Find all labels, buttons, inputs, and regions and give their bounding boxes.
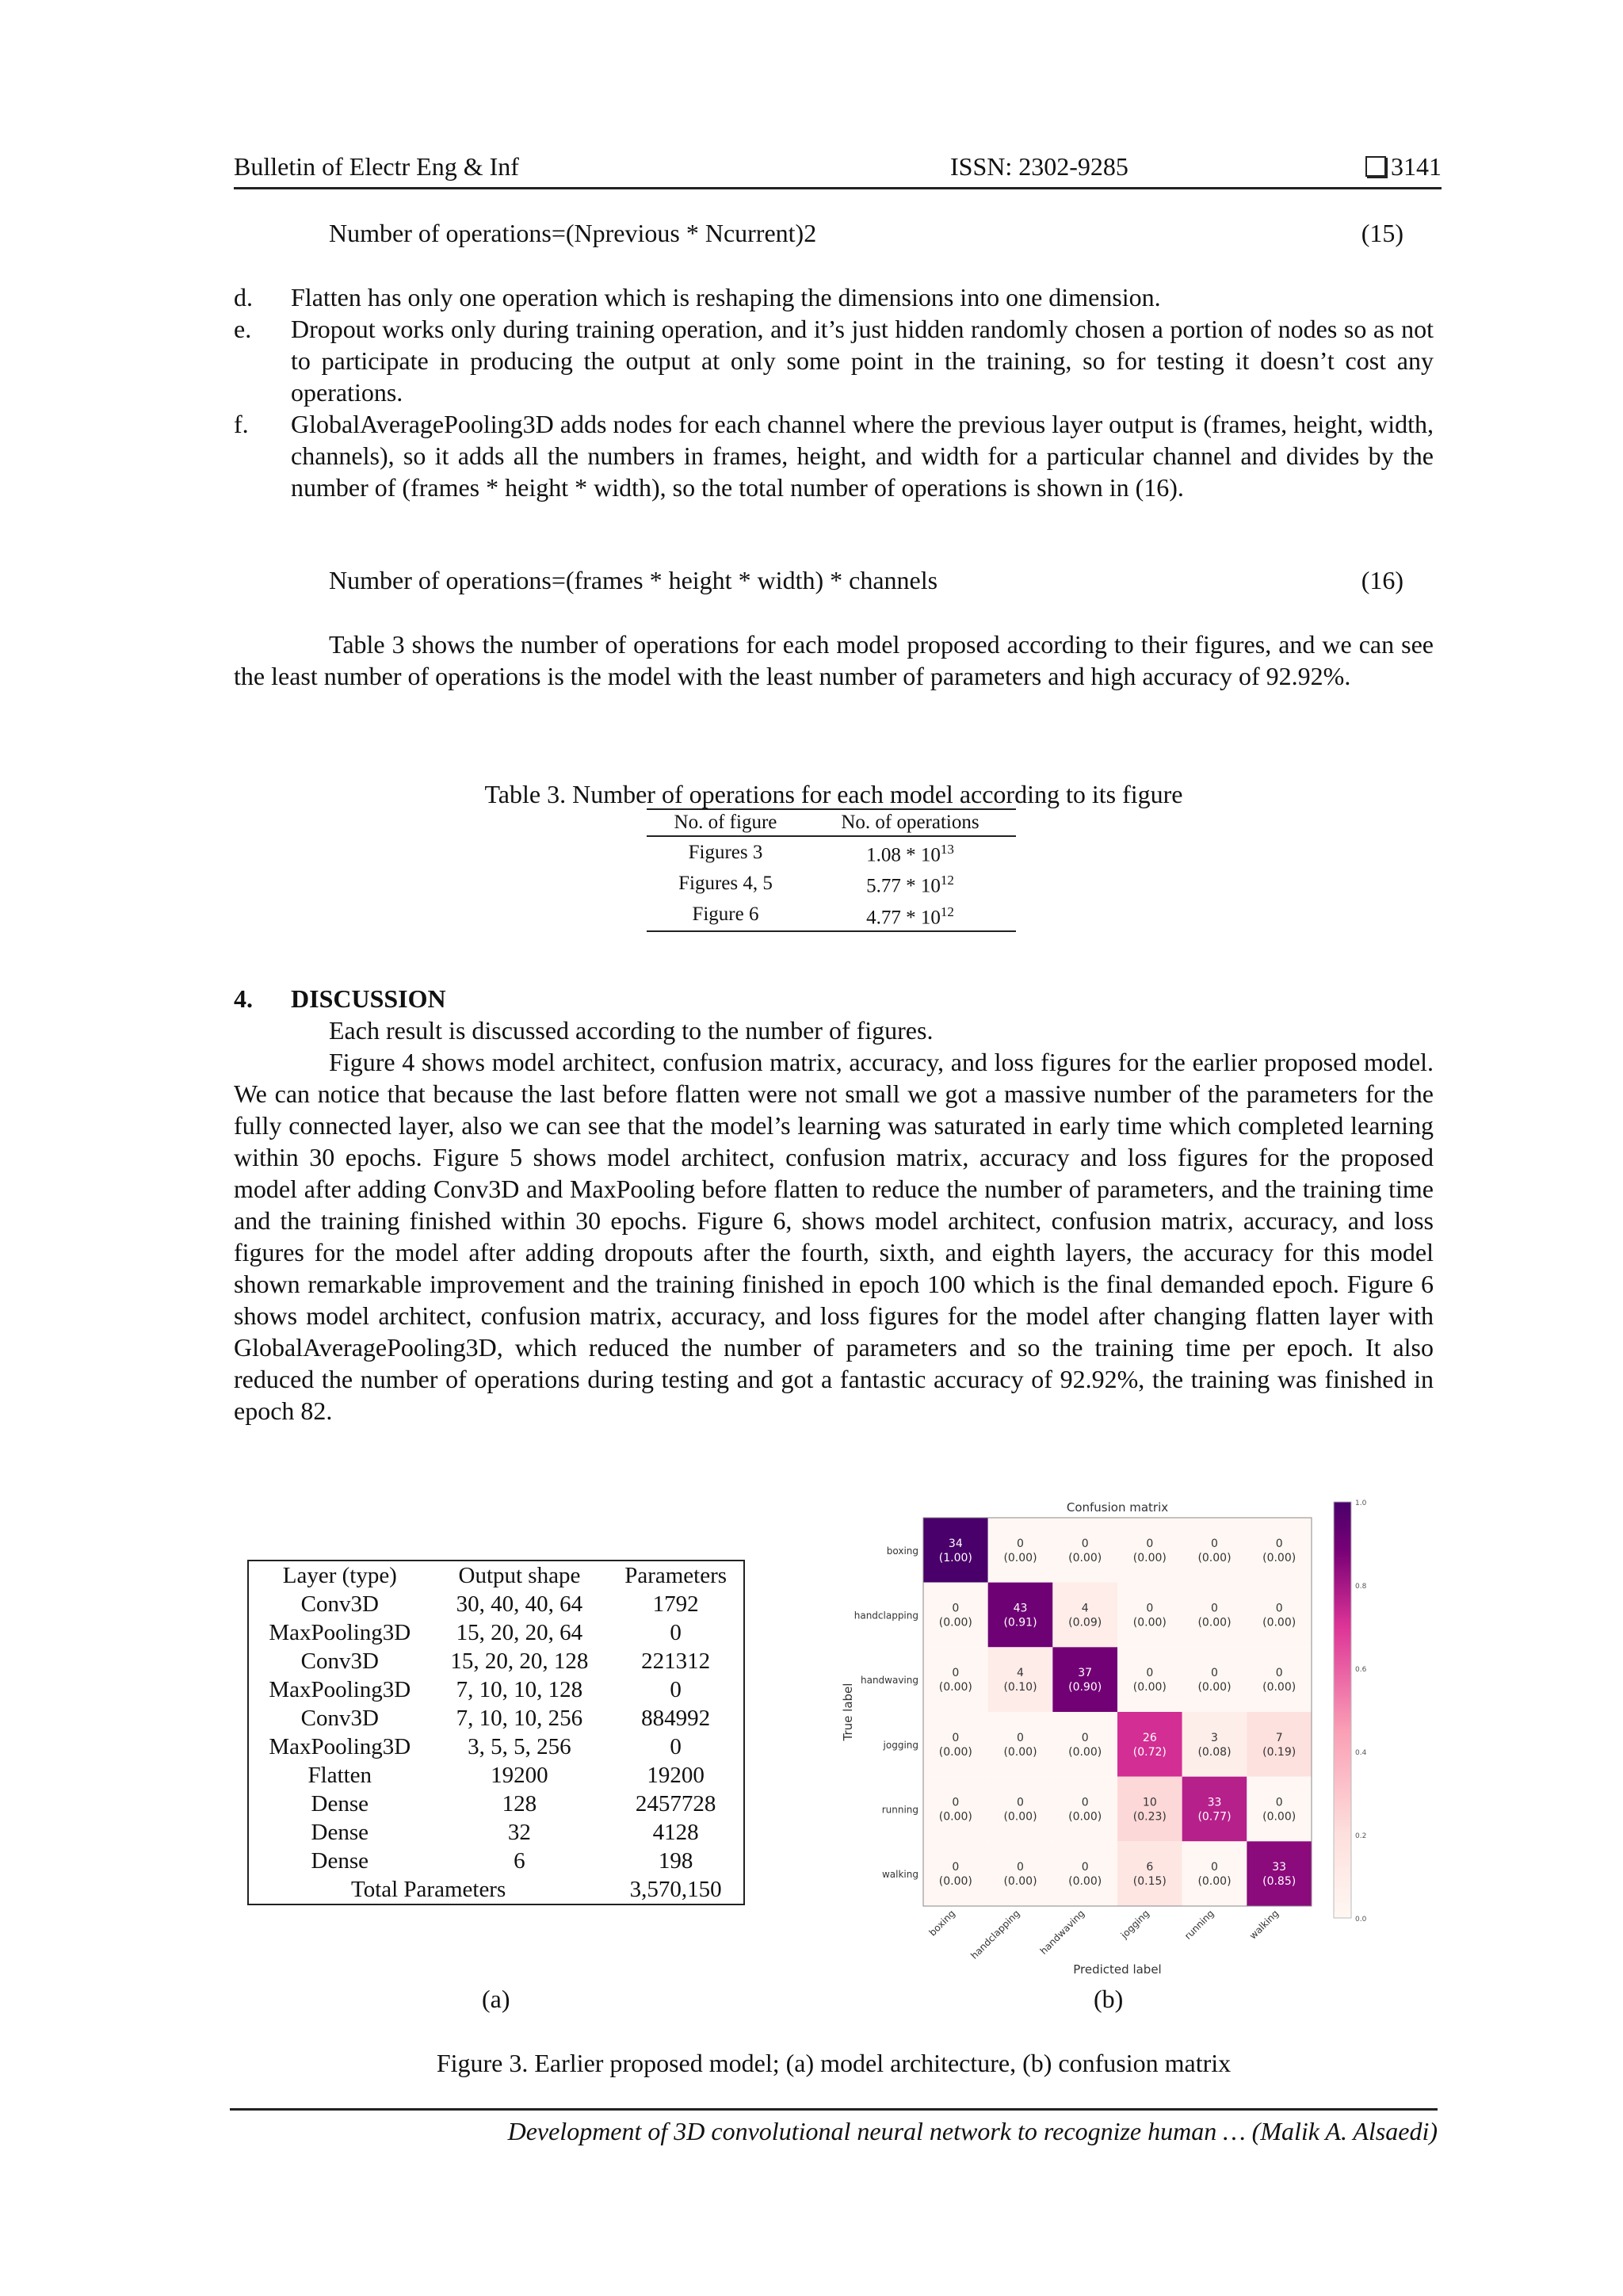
list-text: Dropout works only during training operation, and it’s just hidden randomly chosen a portion of nodes so as not to participate in producing the output at only some point in the training, so for testing it doesn’t cost any operations. [291,315,1434,407]
table-row [248,1761,744,1790]
cell-count-label: 0 [1211,1667,1218,1680]
subfigure-label-a: (a) [482,1985,510,2013]
architecture-cell: 3, 5, 5, 256 [468,1734,571,1759]
cell-fraction-label: (0.00) [1068,1875,1102,1889]
cell-fraction-label: (0.00) [1262,1810,1296,1824]
cell-count-label: 0 [1275,1667,1283,1680]
cell-count-label: 10 [1142,1796,1157,1809]
architecture-total-row [248,1875,744,1904]
discussion-paragraph-1: Each result is discussed according to the number of figures. [329,1016,934,1045]
journal-name: Bulletin of Electr Eng & Inf [234,152,519,181]
y-tick-labels [854,1545,918,1880]
cell-count-label: 0 [1081,1796,1089,1809]
y-tick-label: running [881,1804,918,1816]
heatmap-cell [923,1777,988,1842]
equation-15-number: (15) [1361,219,1403,247]
architecture-cell: 2457728 [635,1791,716,1817]
square-icon [1365,156,1386,177]
cell-count-label: 0 [1081,1861,1089,1874]
cell-count-label: 0 [1146,1667,1154,1680]
y-axis-label: True label [841,1683,855,1741]
architecture-header: Output shape [458,1563,581,1588]
section-heading [234,983,446,1014]
cell-fraction-label: (0.00) [1197,1551,1232,1564]
list-item-e [234,313,1434,408]
cell-count-label: 0 [1017,1796,1024,1809]
cell-count-label: 0 [1275,1602,1283,1615]
page-number: 3141 [1391,152,1442,181]
x-tick-label: handwaving [1037,1908,1087,1957]
cell-count-label: 37 [1078,1667,1093,1680]
cell-count-label: 0 [952,1667,960,1680]
architecture-cell: 0 [670,1620,682,1645]
table3-header-row [647,809,1016,836]
heatmap-cell [1052,1777,1117,1842]
table-row [248,1647,744,1675]
architecture-table [247,1560,745,1905]
heatmap-cell [988,1583,1053,1648]
table-row [248,1590,744,1618]
x-tick-label: handclapping [968,1908,1022,1962]
list-item-f [234,408,1434,535]
table3-header: No. of figure [674,812,777,833]
architecture-cell: MaxPooling3D [269,1734,411,1759]
confusion-matrix-chart [824,1490,1395,1981]
table3-cell [804,836,1016,868]
heatmap-cell [1052,1583,1117,1648]
y-tick-label: walking [881,1869,918,1881]
chart-title: Confusion matrix [1066,1500,1169,1515]
list-label: d. [234,283,253,311]
cell-fraction-label: (0.19) [1262,1745,1296,1759]
section-title: DISCUSSION [291,984,446,1013]
table-row [647,868,1016,899]
cell-count-label: 0 [1017,1861,1024,1874]
cell-fraction-label: (0.00) [1197,1616,1232,1629]
cell-count-label: 7 [1275,1731,1283,1744]
cell-count-label: 0 [1146,1602,1154,1615]
architecture-cell: Conv3D [300,1591,379,1617]
architecture-cell: 0 [670,1734,682,1759]
heatmap-cell [923,1583,988,1648]
heatmap-cell [1182,1583,1247,1648]
cell-fraction-label: (0.00) [1003,1551,1037,1564]
table-row [248,1790,744,1818]
architecture-cell: Conv3D [300,1706,379,1731]
cell-count-label: 4 [1017,1667,1024,1680]
cell-count-label: 0 [1081,1537,1089,1550]
heatmap-cell [988,1777,1053,1842]
heatmap-cell [1117,1777,1182,1842]
cell-fraction-label: (0.00) [938,1745,972,1759]
cell-count-label: 0 [1146,1537,1154,1550]
y-tick-label: jogging [883,1739,918,1751]
cell-count-label: 33 [1207,1796,1222,1809]
architecture-cell: 6 [514,1848,525,1874]
x-tick-label: walking [1247,1908,1281,1942]
cell-count-label: 33 [1272,1861,1287,1874]
total-label: Total Parameters [351,1877,506,1902]
architecture-header: Parameters [624,1563,727,1588]
cell-fraction-label: (0.00) [1197,1681,1232,1694]
list-text: Flatten has only one operation which is reshaping the dimensions into one dimension. [291,283,1161,311]
total-value: 3,570,150 [629,1877,722,1902]
architecture-header: Layer (type) [282,1563,397,1588]
list-item-d [234,281,1434,313]
cell-fraction-label: (0.15) [1132,1875,1167,1889]
cell-count-label: 0 [952,1861,960,1874]
cell-count-label: 0 [952,1731,960,1744]
cell-fraction-label: (0.00) [938,1616,972,1629]
cell-count-label: 0 [1017,1537,1024,1550]
architecture-cell: 7, 10, 10, 256 [456,1706,583,1731]
cell-fraction-label: (0.23) [1132,1810,1167,1824]
cell-count-label: 0 [1211,1537,1218,1550]
cell-fraction-label: (0.72) [1132,1745,1167,1759]
architecture-cell: 15, 20, 20, 128 [450,1648,589,1674]
heatmap-cells [923,1518,1312,1906]
equation-16-number: (16) [1361,566,1403,594]
architecture-cell: 19200 [491,1763,548,1788]
cell-fraction-label: (0.08) [1197,1745,1232,1759]
cell-fraction-label: (0.00) [1262,1551,1296,1564]
colorbar-tick-label: 0.0 [1355,1916,1367,1924]
cell-count-label: 0 [1081,1731,1089,1744]
cell-fraction-label: (0.09) [1068,1616,1102,1629]
architecture-header-row [248,1561,744,1590]
architecture-cell: 19200 [647,1763,705,1788]
cell-count-label: 26 [1142,1731,1157,1744]
table-row [248,1618,744,1647]
cell-count-label: 3 [1211,1731,1218,1744]
ops-base: 1.08 * 10 [866,844,941,866]
x-tick-label: jogging [1118,1908,1151,1941]
colorbar-tick-label: 0.8 [1355,1583,1367,1591]
architecture-body [248,1590,744,1875]
running-header [234,152,1442,189]
cell-count-label: 0 [952,1602,960,1615]
ops-base: 4.77 * 10 [866,906,941,928]
cell-fraction-label: (0.00) [938,1681,972,1694]
cell-fraction-label: (0.91) [1003,1616,1037,1629]
architecture-cell: 7, 10, 10, 128 [456,1677,583,1702]
table3 [647,808,1016,932]
list-label: e. [234,315,252,343]
cell-fraction-label: (0.00) [938,1810,972,1824]
table3-paragraph: Table 3 shows the number of operations for each model proposed according to their figures, and we can see the least number of operations is the model with the least number of parameters and high accuracy of 92.92%. [234,630,1434,690]
cell-count-label: 0 [1211,1602,1218,1615]
list-label: f. [234,410,249,438]
architecture-cell: Flatten [307,1763,372,1788]
cell-fraction-label: (0.00) [1262,1681,1296,1694]
architecture-cell: 30, 40, 40, 64 [456,1591,583,1617]
architecture-cell: Dense [311,1820,369,1845]
architecture-cell: Dense [311,1791,369,1817]
cell-count-label: 0 [1275,1796,1283,1809]
cell-fraction-label: (0.00) [1068,1810,1102,1824]
cell-fraction-label: (0.00) [1262,1616,1296,1629]
cell-fraction-label: (0.00) [1003,1745,1037,1759]
table-row [647,836,1016,868]
cell-count-label: 6 [1146,1861,1154,1874]
x-tick-labels [927,1908,1281,1961]
colorbar [1334,1502,1351,1918]
architecture-cell: MaxPooling3D [269,1677,411,1702]
architecture-cell: Conv3D [300,1648,379,1674]
architecture-cell: 1792 [652,1591,699,1617]
y-tick-label: handclapping [854,1610,918,1622]
page-number-box [1365,152,1442,181]
cell-fraction-label: (0.00) [1132,1551,1167,1564]
cell-count-label: 0 [1275,1537,1283,1550]
heatmap-cell [1182,1777,1247,1842]
x-tick-label: running [1182,1908,1216,1942]
cell-fraction-label: (0.00) [938,1875,972,1889]
heatmap-cell [1247,1583,1312,1648]
table3-cell: Figures 4, 5 [678,872,773,894]
list-text: GlobalAveragePooling3D adds nodes for each channel where the previous layer output is (frames, height, width, channels), so it adds all the numbers in frames, height, and width for a particular channel and divides by the number of (frames * height * width), so the total number of operations is shown in (16). [291,410,1434,502]
table3-header: No. of operations [841,812,980,833]
architecture-cell: 32 [507,1820,531,1845]
table3-cell: Figures 3 [688,841,763,863]
cell-fraction-label: (0.00) [1068,1551,1102,1564]
table-row [248,1847,744,1875]
table-row [248,1704,744,1733]
table3-cell: Figure 6 [692,904,759,926]
cell-count-label: 0 [1017,1731,1024,1744]
heatmap-cell [1117,1583,1182,1648]
cell-fraction-label: (0.85) [1262,1875,1296,1889]
colorbar-tick-label: 0.2 [1355,1832,1367,1840]
equation-15 [329,217,1403,249]
table3-cell [804,900,1016,931]
cell-count-label: 43 [1013,1602,1028,1615]
y-tick-label: handwaving [860,1675,918,1687]
colorbar-ticks [1355,1499,1367,1924]
cell-fraction-label: (0.00) [1068,1745,1102,1759]
table-row [248,1675,744,1704]
ops-exponent: 12 [940,873,954,888]
cell-fraction-label: (0.00) [1132,1616,1167,1629]
cell-count-label: 0 [952,1796,960,1809]
equation-15-text: Number of operations=(Nprevious * Ncurrent)2 [329,219,817,247]
colorbar-tick-label: 0.4 [1355,1749,1367,1757]
ops-exponent: 13 [940,842,954,857]
cell-fraction-label: (0.90) [1068,1681,1102,1694]
architecture-cell: 4128 [652,1820,699,1845]
equation-16 [329,564,1403,596]
y-tick-label: boxing [886,1545,918,1557]
colorbar-tick-label: 1.0 [1355,1499,1367,1507]
table-row [248,1818,744,1847]
ops-base: 5.77 * 10 [866,875,941,897]
subfigure-label-b: (b) [1094,1985,1124,2013]
table-row [248,1733,744,1761]
ops-exponent: 12 [940,904,954,919]
architecture-cell: 884992 [641,1706,711,1731]
cell-count-label: 0 [1211,1861,1218,1874]
cell-fraction-label: (0.00) [1132,1681,1167,1694]
cell-fraction-label: (0.77) [1197,1810,1232,1824]
cell-fraction-label: (1.00) [938,1551,972,1564]
architecture-cell: Dense [311,1848,369,1874]
issn: ISSN: 2302-9285 [950,152,1128,181]
cell-fraction-label: (0.00) [1197,1875,1232,1889]
figure-caption: Figure 3. Earlier proposed model; (a) model architecture, (b) confusion matrix [436,2049,1232,2077]
colorbar-tick-label: 0.6 [1355,1666,1367,1674]
cell-fraction-label: (0.10) [1003,1681,1037,1694]
table3-cell [804,868,1016,899]
heatmap-cell [1247,1777,1312,1842]
equation-16-text: Number of operations=(frames * height * width) * channels [329,566,938,594]
cell-fraction-label: (0.00) [1003,1875,1037,1889]
architecture-cell: 128 [502,1791,537,1817]
x-axis-label: Predicted label [1073,1962,1162,1977]
architecture-cell: 221312 [641,1648,711,1674]
discussion-paragraph-2: Figure 4 shows model architect, confusion matrix, accuracy, and loss figures for the earlier proposed model. We can notice that because the last before flatten were not small we got a massive number of the parameters for the fully connected layer, also we can see that the model’s learning was saturated in early time which completed learning within 30 epochs. Figure 5 shows model architect, confusion matrix, accuracy and loss figures for the proposed model after adding Conv3D and MaxPooling before flatten to reduce the number of parameters, and the training time and the training finished within 30 epochs. Figure 6, shows model architect, confusion matrix, accuracy, and loss figures for the model after adding dropouts after the fourth, sixth, and eighth layers, the accuracy for this model shown remarkable improvement and the training finished in epoch 100 which is the final demanded epoch. Figure 6 shows model architect, confusion matrix, accuracy, and loss figures for the model after changing flatten layer with GlobalAveragePooling3D, which reduced the number of parameters and so the training time per epoch. It also reduced the number of operations during testing and got a fantastic accuracy of 92.92%, the training was finished in epoch 82. [234,1048,1434,1425]
architecture-cell: 0 [670,1677,682,1702]
table3-caption: Table 3. Number of operations for each model according to its figure [484,780,1183,808]
architecture-cell: 198 [658,1848,693,1874]
architecture-cell: MaxPooling3D [269,1620,411,1645]
x-tick-label: boxing [926,1908,957,1939]
section-number: 4. [234,984,253,1013]
cell-count-label: 4 [1081,1602,1089,1615]
cell-fraction-label: (0.00) [1003,1810,1037,1824]
running-footer: Development of 3D convolutional neural network to recognize human … (Malik A. Alsaedi) [230,2108,1438,2146]
table-row [647,900,1016,931]
architecture-cell: 15, 20, 20, 64 [456,1620,583,1645]
cell-count-label: 34 [948,1537,963,1550]
